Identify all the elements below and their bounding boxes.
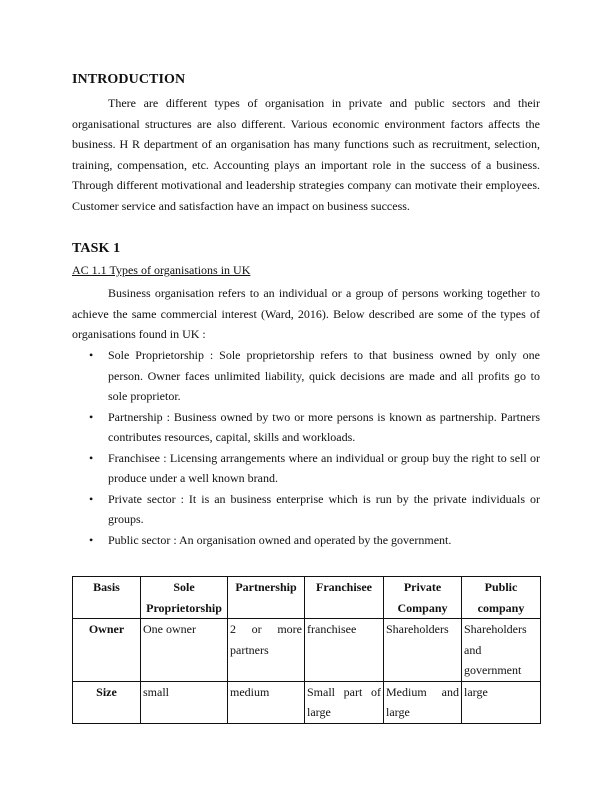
table-cell: Small part of large [305, 681, 384, 723]
table-header-cell: Franchisee [305, 577, 384, 619]
org-type-list [72, 345, 540, 550]
table-cell: Medium and large [384, 681, 462, 723]
table-cell: 2 or more partners [228, 619, 305, 682]
table-cell: large [462, 681, 541, 723]
task1-subheading: AC 1.1 Types of organisations in UK [72, 263, 251, 277]
table-cell: Owner [73, 619, 141, 682]
table-cell: medium [228, 681, 305, 723]
table-cell: Size [73, 681, 141, 723]
table-cell: small [141, 681, 228, 723]
table-header-row [73, 577, 541, 619]
list-item: • Franchisee : Licensing arrangements where an individual or group buy the right to sell or produce under a well known brand. [72, 448, 540, 489]
table-header-cell: Private Company [384, 577, 462, 619]
comparison-table [72, 576, 541, 724]
table-cell: Shareholders and government [462, 619, 541, 682]
list-item: • Public sector : An organisation owned and operated by the government. [72, 530, 540, 551]
table-row [73, 619, 541, 682]
task1-paragraph: Business organisation refers to an individual or a group of persons working together to achieve the same commercial interest (Ward, 2016). Below described are some of the types of organisations found in UK : [72, 286, 540, 341]
table-cell: Shareholders [384, 619, 462, 682]
list-item: • Sole Proprietorship : Sole proprietorship refers to that business owned by only one person. Owner faces unlimited liability, quick decisions are made and all profits go to sole proprietor. [72, 345, 540, 407]
table-header-cell: Public company [462, 577, 541, 619]
table-cell: One owner [141, 619, 228, 682]
intro-paragraph: There are different types of organisation in private and public sectors and their organisational structures are also different. Various economic environment factors affects the business. H R department of an organisation has many functions such as recruitment, selection, training, compensation, etc. Accounting plays an important role in the success of a business. Through different motivational and leadership strategies company can motivate their employees. Customer service and satisfaction have an impact on business success. [72, 96, 540, 213]
table-header-cell: Basis [73, 577, 141, 619]
table-row [73, 681, 541, 723]
table-header-cell: Partnership [228, 577, 305, 619]
table-cell: franchisee [305, 619, 384, 682]
task1-heading: TASK 1 [72, 241, 121, 256]
list-item: • Partnership : Business owned by two or more persons is known as partnership. Partners contributes resources, capital, skills and workloads. [72, 407, 540, 448]
intro-heading: INTRODUCTION [72, 72, 186, 87]
list-item: • Private sector : It is an business enterprise which is run by the private individuals or groups. [72, 489, 540, 530]
table-header-cell: Sole Proprietorship [141, 577, 228, 619]
